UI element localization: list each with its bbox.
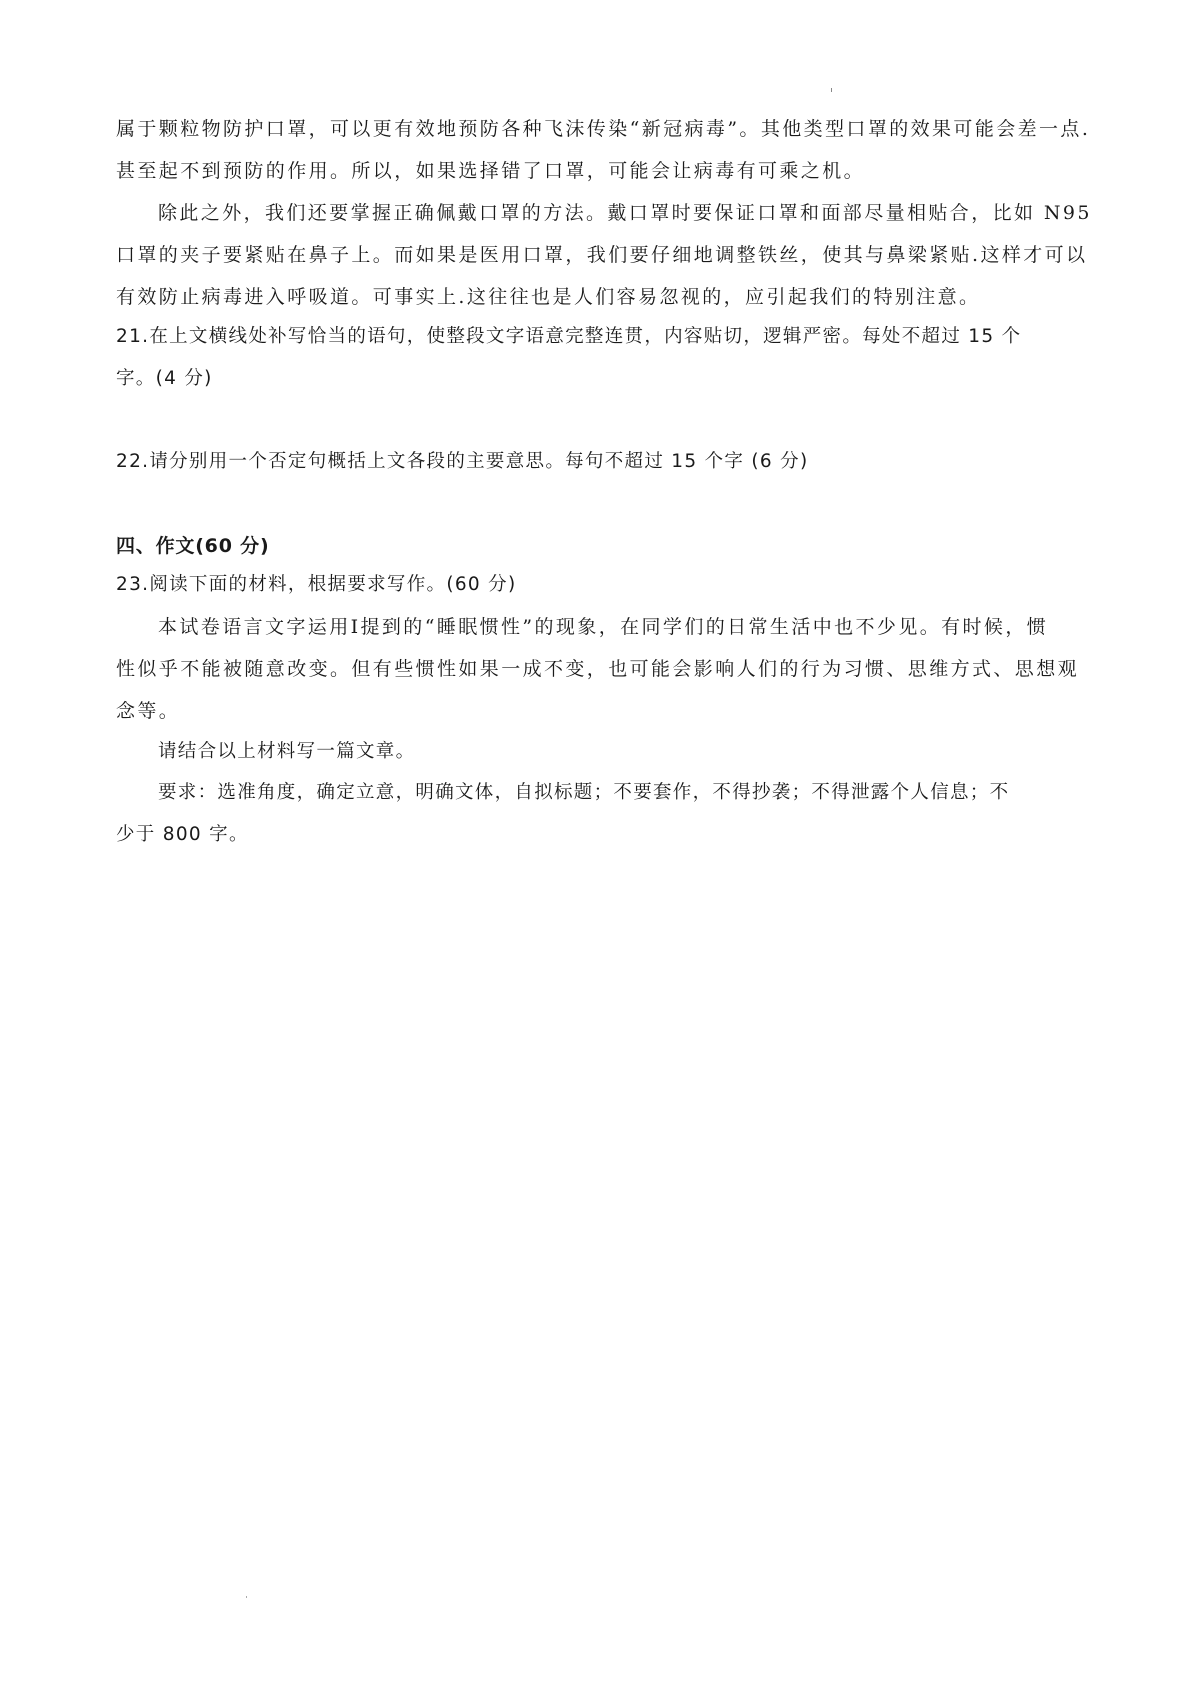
material-line: 念等。 bbox=[116, 700, 181, 722]
scan-mark-bottom bbox=[246, 1596, 247, 1598]
question-21-cont: 字。(4 分) bbox=[116, 368, 213, 389]
material-line: 本试卷语言文字运用Ⅰ提到的“睡眠惯性”的现象，在同学们的日常生活中也不少见。有时候，惯 bbox=[158, 616, 1049, 638]
question-22: 22.请分别用一个否定句概括上文各段的主要意思。每句不超过 15 个字 (6 分) bbox=[116, 451, 809, 472]
section-heading: 四、作文(60 分) bbox=[116, 535, 270, 557]
question-23: 23.阅读下面的材料，根据要求写作。(60 分) bbox=[116, 574, 517, 595]
question-21: 21.在上文横线处补写恰当的语句，使整段文字语意完整连贯，内容贴切，逻辑严密。每处不超过 15 个 bbox=[116, 326, 1022, 347]
passage-line: 有效防止病毒进入呼吸道。可事实上.这往往也是人们容易忽视的，应引起我们的特别注意。 bbox=[116, 286, 981, 308]
writing-instruction: 请结合以上材料写一篇文章。 bbox=[158, 741, 416, 762]
passage-line: 口罩的夹子要紧贴在鼻子上。而如果是医用口罩，我们要仔细地调整铁丝，使其与鼻梁紧贴.这样才可以 bbox=[116, 244, 1088, 266]
passage-line: 除此之外，我们还要掌握正确佩戴口罩的方法。戴口罩时要保证口罩和面部尽量相贴合，比如 N95 bbox=[158, 202, 1092, 224]
writing-requirements: 要求：选准角度，确定立意，明确文体，自拟标题；不要套作，不得抄袭；不得泄露个人信息；不 bbox=[158, 782, 1010, 803]
passage-line: 属于颗粒物防护口罩，可以更有效地预防各种飞沫传染“新冠病毒”。其他类型口罩的效果可能会差一点. bbox=[116, 118, 1091, 140]
passage-line: 甚至起不到预防的作用。所以，如果选择错了口罩，可能会让病毒有可乘之机。 bbox=[116, 160, 866, 182]
material-line: 性似乎不能被随意改变。但有些惯性如果一成不变，也可能会影响人们的行为习惯、思维方式、思想观 bbox=[116, 658, 1080, 680]
scan-mark-top bbox=[831, 88, 832, 92]
writing-requirements-cont: 少于 800 字。 bbox=[116, 824, 249, 845]
